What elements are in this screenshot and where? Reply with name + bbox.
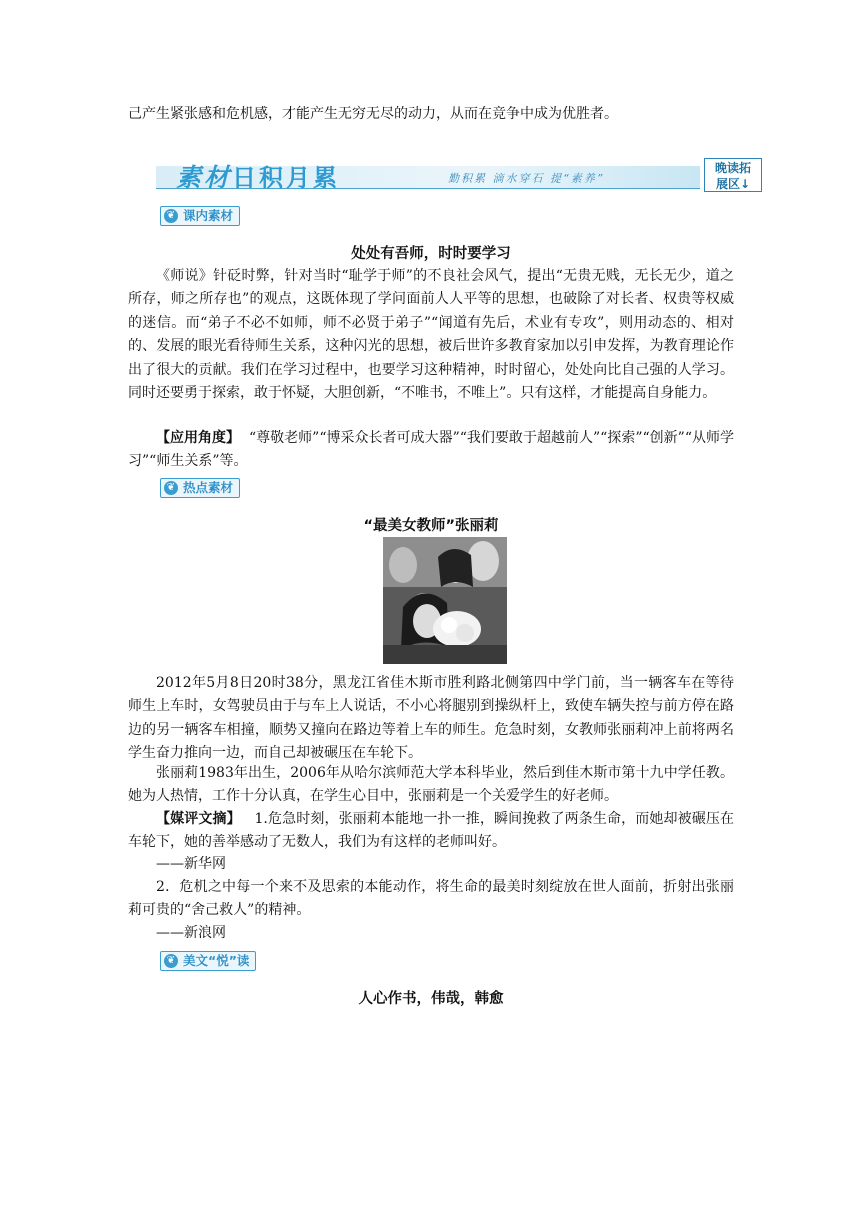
section-banner [156,158,764,192]
review-text-1: 1.危急时刻，张丽莉本能地一扑一推，瞬间挽救了两条生命，而她却被碾压在车轮下，她的善举感动了无数人，我们为有这样的老师叫好。 [128,811,735,851]
angle-text: “尊敬老师”“博采众长者可成大器”“我们要敢于超越前人”“探索”“创新”“从师学习”“师生关系”等。 [128,430,735,470]
top-paragraph: 己产生紧张感和危机感，才能产生无穷无尽的动力，从而在竞争中成为优胜者。 [128,106,618,122]
section2-paragraph-2: 张丽莉1983年出生，2006年从哈尔滨师范大学本科毕业，然后到佳木斯市第十九中学任教。她为人热情，工作十分认真，在学生心目中，张丽莉是一个关爱学生的好老师。 [128,765,734,805]
application-angle [128,427,734,474]
section2-heading: “最美女教师”张丽莉 [363,518,499,534]
section2-paragraph-1: 2012年5月8日20时38分，黑龙江省佳木斯市胜利路北侧第四中学门前，当一辆客车在等待师生上车时，女驾驶员由于与车上人说话，不小心将腿别到操纵杆上，致使车辆失控与前方停在路边的另一辆客车相撞，顺势又撞向在路边等着上车的师生。危急时刻，女教师张丽莉冲上前将两名学生奋力推向一边，而自己却被碾压在车轮下。 [128,675,734,762]
zone-line-2: 展区↓ [715,177,751,191]
photo-illustration [383,537,507,664]
tag-label: 课内素材 [183,208,234,223]
tag-in-class-material [160,206,240,226]
review-label: 【媒评文摘】 [156,811,241,827]
section1-heading: 处处有吾师，时时要学习 [351,246,511,262]
tag-hot-material [160,478,240,498]
section1-body: 《师说》针砭时弊，针对当时“耻学于师”的不良社会风气，提出“无贵无贱，无长无少，道之所存，师之所存也”的观点，这既体现了学问面前人人平等的思想，也破除了对长者、权贵等权威的迷信。而“弟子不必不如师，师不必贤于弟子”“闻道有先后，术业有专攻”，则用动态的、相对的、发展的眼光看待师生关系，这种闪光的思想，被后世许多教育家加以引申发挥，为教育理论作出了很大的贡献。我们在学习过程中，也要学习这种精神，时时留心，处处向比自己强的人学习。同时还要勇于探索，敢于怀疑，大胆创新，“不唯书，不唯上”。只有这样，才能提高自身能力。 [128,268,734,402]
tag-label: 热点素材 [183,480,234,495]
tag-label: 美文“悦”读 [183,953,250,968]
banner-title-sub: 日积月累 [232,164,341,192]
section3-heading: 人心作书，伟哉，韩愈 [358,991,504,1007]
leaf-icon: ❦ [164,954,178,968]
tag-pleasant-reading [160,951,256,971]
review-source-2: ——新浪网 [156,925,226,941]
angle-label: 【应用角度】 [156,430,241,446]
review-source-1: ——新华网 [156,856,226,872]
teacher-photo [383,537,507,664]
reading-zone-badge [704,158,762,192]
leaf-icon: ❦ [164,481,178,495]
banner-title-main: 素材 [176,163,233,192]
leaf-icon: ❦ [164,209,178,223]
media-review-2: 2．危机之中每一个来不及思索的本能动作，将生命的最美时刻绽放在世人面前，折射出张丽莉可贵的“舍己救人”的精神。 [128,879,734,919]
banner-motto: 勤积累 滴水穿石 提“素养” [448,172,605,185]
zone-line-1: 晚读拓 [714,161,751,175]
media-review-1 [128,808,734,855]
banner-title [176,158,340,194]
